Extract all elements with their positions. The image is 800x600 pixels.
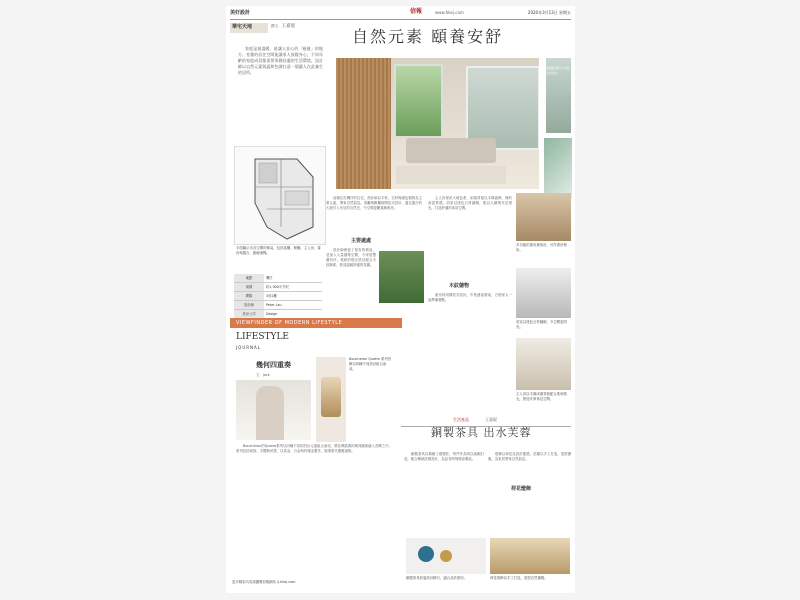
spec-row	[234, 274, 322, 283]
lifestyle-heading: 幾何四重奏	[256, 361, 291, 369]
photo-caption-4: 浴室以淺色石材鋪砌，令空間更明亮。	[516, 320, 567, 329]
spec-row	[234, 283, 322, 292]
products-paragraph: 銅製茶具以精緻工藝製作，每件作品均以純銅打造，配合傳統紋樣設計，為品茗時刻增添雅致。	[404, 452, 484, 461]
intro-text	[238, 46, 323, 124]
lifestyle-author: 文：Jack	[256, 373, 270, 377]
column-label: 華宅天地	[232, 24, 253, 30]
body-4: 廚房採用開放式設計，中島連接餐桌，方便家人一起準備餐點。	[428, 293, 512, 302]
feature-title: 自然元素 頤養安舒	[352, 27, 504, 46]
intro-paragraph: 家庭是最溫暖、最讓人安心的「避風」的地方。室雅的居住空間能讓家人放鬆身心，不同年齡的家庭成員都需要寧靜舒適的生活環境，設計師以自然元素與溫和色調打造一個讓人在此養生的居所。	[238, 46, 323, 75]
study-photo	[516, 193, 571, 241]
photo-caption-3: 多功能的書房兼客房，可作書房使用。	[516, 243, 567, 252]
lifestyle-paragraph: Boucheron的Quatre系列以四種不同的設計元素組合而成，將品牌經典的幾何圖案融入首飾之中。系列包括戒指、手鐲與吊墜，以黃金、白金與玫瑰金製作，展現現代優雅風格。	[236, 444, 392, 453]
watch-photo	[316, 357, 346, 442]
spec-value: 3房2廳	[264, 292, 322, 301]
bedroom-photo	[516, 338, 571, 390]
spec-table	[234, 274, 322, 319]
body-2: 設計師保留了原有的格局，並加入大量儲物空間，令家居整潔有序。柔和的燈光設計配合木紋飾面，營造溫暖舒適的氛圍。	[326, 248, 376, 267]
lifestyle-section	[234, 332, 394, 576]
body-column-4	[428, 293, 512, 383]
newspaper-page	[226, 6, 575, 593]
garden-photo	[379, 251, 424, 303]
lifestyle-brand: LIFESTYLE	[236, 332, 290, 342]
lamp-photo	[490, 538, 570, 574]
teacup-icon	[440, 550, 452, 562]
sofa	[406, 138, 496, 163]
model-figure	[256, 386, 284, 440]
spec-value: 灣仔	[264, 274, 322, 283]
teapot-icon	[418, 546, 434, 562]
window-view	[394, 64, 443, 138]
spec-row	[234, 301, 322, 310]
lifestyle-journal: JOURNAL	[236, 345, 261, 350]
subhead-a: 主要處處	[351, 238, 372, 244]
products-tag: 生活產品	[453, 417, 469, 422]
website: www.hkej.com	[435, 10, 464, 15]
bathroom-photo	[516, 268, 571, 318]
teaset-caption: 銅製茶具套裝設計精巧，適合品茗使用。	[406, 576, 468, 580]
photo-caption-1: 木飾面牆身配合大窗，引入自然光。	[542, 66, 573, 75]
spec-value: 約1,300平方呎	[264, 283, 322, 292]
body-column-1	[326, 196, 422, 236]
spec-row	[234, 292, 322, 301]
byline	[271, 23, 295, 30]
page-header	[230, 9, 571, 20]
living-room-photo	[336, 58, 539, 189]
body-column-3	[428, 196, 512, 280]
lamp-caption: 荷花燈飾以手工打造，造型自然優雅。	[490, 576, 548, 580]
products-subhead: 荷花燈飾	[511, 486, 532, 492]
lifestyle-footer: 更多精彩內容請瀏覽信報網站 lj.hkej.com	[232, 580, 296, 584]
wood-panel-wall	[336, 58, 391, 189]
products-body	[404, 452, 484, 534]
products-paragraph-2: 燈飾以荷花為設計靈感，花瓣以手工打造，造型優雅，為家居帶來自然氣息。	[488, 452, 571, 461]
byline-prefix: 撰文：	[271, 24, 282, 28]
lifestyle-body	[236, 444, 392, 572]
floor-plan-drawing	[235, 147, 325, 244]
floor-plan	[234, 146, 326, 245]
model-photo	[236, 380, 311, 440]
watch-icon	[321, 377, 341, 417]
spec-key: 設計師	[234, 301, 264, 310]
spec-key: 地點	[234, 274, 264, 283]
spec-value: Design	[264, 310, 322, 319]
photo-caption-5: 主人房以木條床頭背板配合柔和燈光，營造安寧休息空間。	[516, 392, 567, 401]
spec-value: Peter Lau	[264, 301, 322, 310]
body-3: 主人房採用大地色系，床頭背板以木條裝飾，簡約而富質感。浴室以淺色石材鋪砌，配以大鏡與充足燈光，打造舒適的沐浴空間。	[428, 196, 512, 210]
lifestyle-bar: VIEWFINDER OF MODERN LIFESTYLE	[230, 318, 402, 328]
body-1: 這個位於灣仔的住宅，設計師以木材、石材與綠色植物為主要元素，帶來自然氣息。客廳與飯廳採開放式設計，通往露台的大窗引入充足的自然光，令空間更顯寬敞明亮。	[326, 196, 422, 210]
section-name: 美好設計	[230, 10, 251, 16]
watch-caption: Boucheron Quatre 系列首飾以四種不同設計組合而成。	[349, 357, 392, 371]
corner-photo	[544, 138, 572, 198]
body-column-2	[326, 248, 376, 308]
products-byline: 王嘉琨	[485, 417, 497, 422]
plan-caption: 平面圖示出各空間的佈局，包括客廳、飯廳、主人房、書房與露台，動線流暢。	[236, 246, 321, 255]
spec-key: 設計公司	[234, 310, 264, 319]
products-title: 銅製茶具 出水芙蓉	[431, 426, 532, 439]
column-label-box	[230, 23, 268, 33]
issue-date: 2020年3月13日 星期五	[527, 10, 571, 15]
spec-key: 間隔	[234, 292, 264, 301]
spec-key: 面積	[234, 283, 264, 292]
author: 王嘉琨	[281, 24, 295, 29]
newspaper-logo: 信報	[410, 8, 423, 15]
teaset-photo	[406, 538, 486, 574]
products-body-2-top	[488, 452, 571, 482]
rug	[396, 166, 506, 184]
subhead-b: 木紋儲物	[449, 283, 470, 289]
